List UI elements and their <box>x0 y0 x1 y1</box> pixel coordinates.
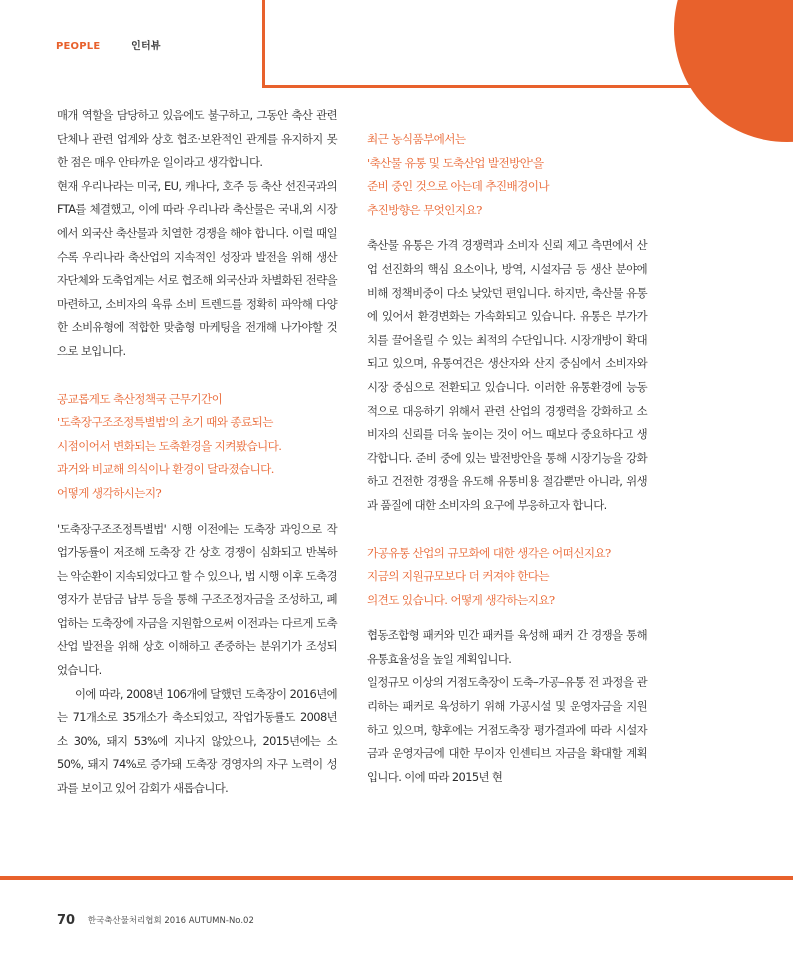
body-paragraph: '도축장구조조정특별법' 시행 이전에는 도축장 과잉으로 작업가동률이 저조해 도축장 간 상호 경쟁이 심화되고 반복하는 악순환이 지속되었다고 할 수 있으나, 법 시행 이후 도축경영자가 분담금 납부 등을 통해 구조조정자금을 조성하고, 폐업하는 도축장에 자금을 지원함으로써 이전과는 다르게 도축산업 발전을 위해 상호 이해하고 존중하는 분위기가 조성되었습니다. <box>57 521 337 678</box>
subsection-label: 인터뷰 <box>131 41 161 52</box>
question-line: 과거와 비교해 의식이나 환경이 달라졌습니다. <box>57 462 274 477</box>
question-line: 추진방향은 무엇인지요? <box>367 202 482 217</box>
body-paragraph: 매개 역할을 담당하고 있음에도 불구하고, 그동안 축산 관련단체나 관련 업계와 상호 협조·보완적인 관계를 유지하지 못한 점은 매우 안타까운 일이라고 생각합니다. <box>57 108 337 170</box>
left-column <box>57 104 337 801</box>
question-line: 공교롭게도 축산정책국 근무기간이 <box>57 391 223 406</box>
question-line: 어떻게 생각하시는지? <box>57 485 162 500</box>
right-column <box>367 128 647 789</box>
question-line: 의견도 있습니다. 어떻게 생각하는지요? <box>367 592 555 607</box>
question-line: 최근 농식품부에서는 <box>367 132 466 146</box>
publication-info: 한국축산물처리협회 2016 AUTUMN-No.02 <box>87 916 254 926</box>
interview-question <box>367 542 647 613</box>
body-paragraph: 현재 우리나라는 미국, EU, 캐나다, 호주 등 축산 선진국과의 FTA를 체결했고, 이에 따라 우리나라 축산물은 국내,외 시장에서 외국산 축산물과 치열한 경쟁을 해야 합니다. 이럴 때일수록 우리나라 축산업의 지속적인 성장과 발전을 위해 생산자단체와 도축업계는 서로 협조해 외국산과 차별화된 전략을 마련하고, 소비자의 육류 소비 트렌드를 정확히 파악해 다양한 소비유형에 적합한 맞춤형 마케팅을 전개해 나가야할 것으로 보입니다. <box>57 178 337 358</box>
body-paragraph: 협동조합형 패커와 민간 패커를 육성해 패커 간 경쟁을 통해 유통효율성을 높일 계획입니다. <box>367 628 647 666</box>
section-label: PEOPLE <box>56 41 101 52</box>
interview-question <box>367 128 647 222</box>
decorative-frame-bottom <box>262 85 732 88</box>
decorative-frame-left <box>262 0 265 88</box>
page-footer <box>57 913 254 928</box>
page-header <box>56 37 161 52</box>
question-line: 가공유통 산업의 규모화에 대한 생각은 어떠신지요? <box>367 545 611 560</box>
question-line: '축산물 유통 및 도축산업 발전방안'을 <box>367 155 544 170</box>
body-paragraph: 축산물 유통은 가격 경쟁력과 소비자 신뢰 제고 측면에서 산업 선진화의 핵심 요소이나, 방역, 시설자금 등 생산 분야에 비해 정책비중이 다소 낮았던 편입니다. 하지만, 축산물 유통에 있어서 환경변화는 가속화되고 있습니다. 유통은 부가가치를 끌어올릴 수 있는 최적의 수단입니다. 시장개방이 확대되고 있으며, 유통여건은 생산자와 산지 중심에서 소비자와 시장 중심으로 전환되고 있습니다. 이러한 유통환경에 능동적으로 대응하기 위해서 관련 산업의 경쟁력을 강화하고 소비자의 신뢰를 더욱 높이는 것이 어느 때보다 중요하다고 생각합니다. 준비 중에 있는 발전방안을 통해 시장기능을 강화하고 건전한 경쟁을 유도해 유통비용 절감뿐만 아니라, 위생과 품질에 대한 소비자의 요구에 부응하고자 합니다. <box>367 238 647 512</box>
question-line: 지금의 지원규모보다 더 커져야 한다는 <box>367 569 549 584</box>
decorative-circle <box>674 0 793 142</box>
footer-rule <box>0 876 793 880</box>
interview-question <box>57 388 337 506</box>
body-paragraph: 이에 따라, 2008년 106개에 달했던 도축장이 2016년에는 71개소로 35개소가 축소되었고, 작업가동률도 2008년 소 30%, 돼지 53%에 지나지 않았으나, 2015년에는 소 50%, 돼지 74%로 증가돼 도축장 경영자의 자구 노력이 성과를 보이고 있어 감회가 새롭습니다. <box>57 686 337 796</box>
question-line: '도축장구조조정특별법'의 초기 때와 종료되는 <box>57 415 273 430</box>
body-paragraph: 일정규모 이상의 거점도축장이 도축–가공–유통 전 과정을 관리하는 패커로 육성하기 위해 가공시설 및 운영자금을 지원하고 있으며, 향후에는 거점도축장 평가결과에 따라 시설자금과 운영자금에 대한 무이자 인센티브 자금을 확대할 계획입니다. 이에 따라 2015년 현 <box>367 675 647 784</box>
page-number: 70 <box>57 913 76 928</box>
question-line: 시점이어서 변화되는 도축환경을 지켜봤습니다. <box>57 438 282 453</box>
question-line: 준비 중인 것으로 아는데 추진배경이나 <box>367 179 549 194</box>
